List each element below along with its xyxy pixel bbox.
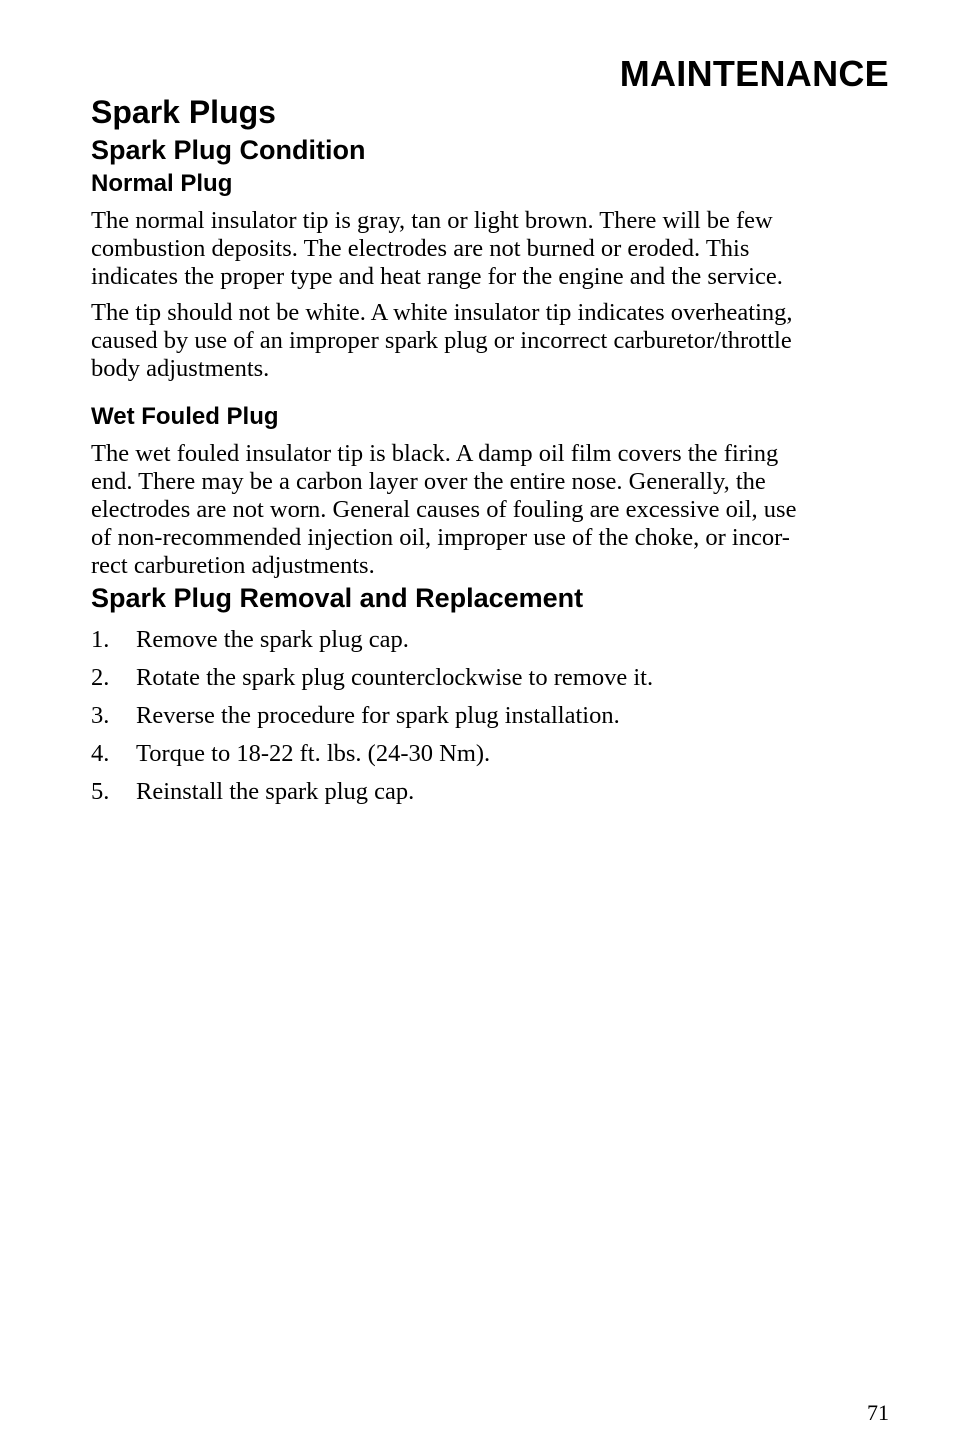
removal-heading: Spark Plug Removal and Replacement [91, 583, 584, 613]
manual-page [91, 0, 891, 1454]
text-line: of non-recommended injection oil, improper use of the choke, or incor- [91, 524, 790, 551]
text-line: body adjustments. [91, 355, 270, 382]
section-header: MAINTENANCE [619, 53, 889, 94]
step-number: 3. [91, 702, 110, 729]
text-line: combustion deposits. The electrodes are not burned or eroded. This [91, 235, 750, 262]
page-title: Spark Plugs [91, 94, 276, 130]
text-line: rect carburetion adjustments. [91, 552, 375, 579]
step-text: Torque to 18-22 ft. lbs. (24-30 Nm). [136, 740, 491, 767]
step-text: Reinstall the spark plug cap. [136, 778, 415, 805]
normal-plug-paragraph-1 [91, 207, 891, 291]
text-line: The normal insulator tip is gray, tan or light brown. There will be few [91, 207, 773, 234]
list-item [91, 702, 891, 730]
step-text: Remove the spark plug cap. [136, 626, 409, 653]
step-text: Reverse the procedure for spark plug installation. [136, 702, 620, 729]
text-line: The wet fouled insulator tip is black. A damp oil film covers the firing [91, 440, 779, 467]
list-item [91, 626, 891, 654]
list-item [91, 664, 891, 692]
text-line: end. There may be a carbon layer over the entire nose. Generally, the [91, 468, 766, 495]
text-line: caused by use of an improper spark plug or incorrect carburetor/throttle [91, 327, 792, 354]
page-number: 71 [867, 1400, 889, 1425]
wet-fouled-plug-heading: Wet Fouled Plug [91, 403, 279, 430]
normal-plug-heading: Normal Plug [91, 170, 233, 197]
wet-fouled-plug-paragraph [91, 440, 891, 580]
list-item [91, 740, 891, 768]
normal-plug-paragraph-2 [91, 299, 891, 383]
text-line: The tip should not be white. A white insulator tip indicates overheating, [91, 299, 793, 326]
step-text: Rotate the spark plug counterclockwise to remove it. [136, 664, 654, 691]
list-item [91, 778, 891, 806]
step-number: 2. [91, 664, 110, 691]
step-number: 4. [91, 740, 110, 767]
step-number: 5. [91, 778, 110, 805]
step-number: 1. [91, 626, 110, 653]
removal-steps-list [91, 626, 891, 806]
spark-plug-condition-heading: Spark Plug Condition [91, 135, 366, 165]
page-content [91, 92, 891, 816]
text-line: indicates the proper type and heat range for the engine and the service. [91, 263, 783, 290]
text-line: electrodes are not worn. General causes of fouling are excessive oil, use [91, 496, 797, 523]
